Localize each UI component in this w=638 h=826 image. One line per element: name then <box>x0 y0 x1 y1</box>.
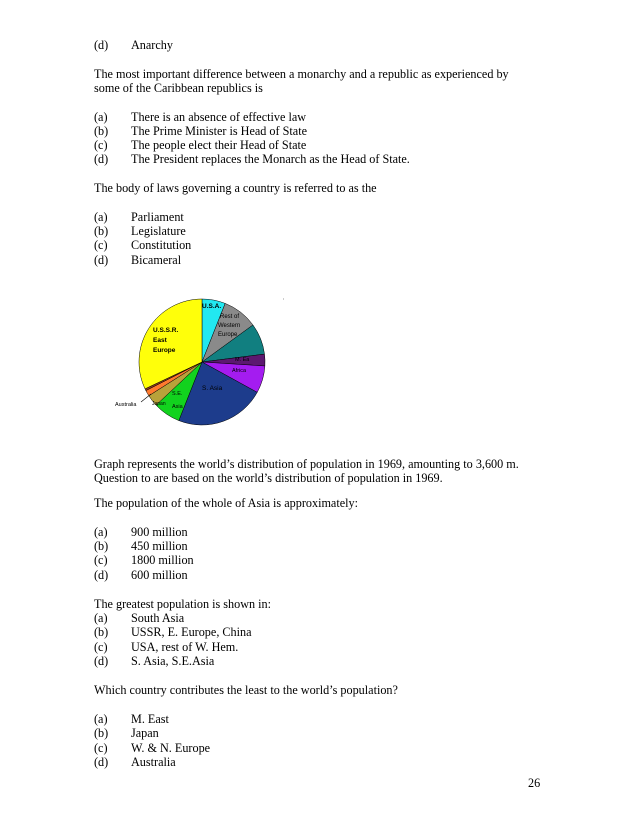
option-text: Constitution <box>131 238 192 252</box>
option <box>94 210 184 224</box>
option-label: (b) <box>94 224 109 238</box>
option <box>94 640 238 654</box>
option-text: Parliament <box>131 210 184 224</box>
page-number: 26 <box>528 776 541 790</box>
question-stem: The population of the whole of Asia is approximately: <box>94 496 359 510</box>
option <box>94 124 307 138</box>
option-text: 450 million <box>131 539 188 553</box>
option-label: (b) <box>94 124 109 138</box>
population-pie-chart <box>110 290 290 430</box>
option-text: Australia <box>131 755 176 769</box>
option-label: (c) <box>94 553 108 567</box>
option-text: 600 million <box>131 568 188 582</box>
option <box>94 741 210 755</box>
option <box>94 712 169 726</box>
option-label: (b) <box>94 539 109 553</box>
option-text: There is an absence of effective law <box>131 110 307 124</box>
option-label: (c) <box>94 138 108 152</box>
option-text: 1800 million <box>131 553 194 567</box>
option <box>94 755 176 769</box>
label-africa: Africa <box>232 368 247 374</box>
label-ussr-3: Europe <box>153 347 176 354</box>
option-text: The President replaces the Monarch as the Head of State. <box>131 152 410 166</box>
option-text: Bicameral <box>131 253 182 267</box>
option-label: (d) <box>94 755 109 769</box>
option-label: (a) <box>94 110 108 124</box>
australia-leader-line <box>141 394 151 402</box>
label-se-2: Asia <box>172 404 183 410</box>
option <box>94 611 184 625</box>
label-rest-we-3: Europe <box>218 332 238 338</box>
option-label: (c) <box>94 640 108 654</box>
question-stem: The greatest population is shown in: <box>94 597 272 611</box>
option-label: (b) <box>94 625 109 639</box>
label-rest-we-1: Rest of <box>220 314 240 320</box>
option <box>94 253 181 267</box>
option-text: USSR, E. Europe, China <box>131 625 252 639</box>
label-japan: Japan <box>152 401 166 407</box>
option-label: (d) <box>94 152 109 166</box>
option-text: Anarchy <box>131 38 173 52</box>
option <box>94 238 191 252</box>
option-label: (c) <box>94 238 108 252</box>
graph-caption: Graph represents the world’s distribution of population in 1969, amounting to 3,600 m. <box>94 457 519 471</box>
option-label: (d) <box>94 253 109 267</box>
option <box>94 539 188 553</box>
option-text: W. & N. Europe <box>131 741 211 755</box>
option <box>94 224 186 238</box>
label-australia: Australia <box>115 402 137 408</box>
question-stem: The body of laws governing a country is referred to as the <box>94 181 377 195</box>
label-se-1: S.E. <box>172 391 183 397</box>
question-stem: Which country contributes the least to the world’s population? <box>94 683 398 697</box>
option-label: (a) <box>94 525 108 539</box>
graph-caption: Question to are based on the world’s distribution of population in 1969. <box>94 471 443 485</box>
option <box>94 525 188 539</box>
option-d-anarchy <box>94 38 173 52</box>
option-label: (c) <box>94 741 108 755</box>
option-text: South Asia <box>131 611 185 625</box>
option-text: Legislature <box>131 224 186 238</box>
option <box>94 625 252 639</box>
option-label: (b) <box>94 726 109 740</box>
option <box>94 568 188 582</box>
option <box>94 110 306 124</box>
option-text: S. Asia, S.E.Asia <box>131 654 215 668</box>
option-label: (a) <box>94 210 108 224</box>
option-text: Japan <box>131 726 159 740</box>
option <box>94 654 214 668</box>
label-ussr-2: East <box>153 337 167 344</box>
label-s-asia: S. Asia <box>202 385 223 392</box>
question-stem: some of the Caribbean republics is <box>94 81 263 95</box>
label-ussr-1: U.S.S.R. <box>153 327 179 334</box>
label-rest-we-2: Western <box>218 323 241 329</box>
label-usa: U.S.A. <box>202 303 222 310</box>
question-stem: The most important difference between a monarchy and a republic as experienced by <box>94 67 509 81</box>
option <box>94 152 410 166</box>
option-text: M. East <box>131 712 169 726</box>
option-text: 900 million <box>131 525 188 539</box>
option-label: (a) <box>94 712 108 726</box>
option-label: (d) <box>94 654 109 668</box>
option-text: USA, rest of W. Hem. <box>131 640 239 654</box>
option-text: The Prime Minister is Head of State <box>131 124 308 138</box>
option-label: (d) <box>94 568 109 582</box>
option <box>94 138 306 152</box>
option-label: (d) <box>94 38 109 52</box>
option-label: (a) <box>94 611 108 625</box>
option-text: The people elect their Head of State <box>131 138 307 152</box>
label-m-east: M. Ea <box>235 357 250 363</box>
option <box>94 726 159 740</box>
option <box>94 553 194 567</box>
